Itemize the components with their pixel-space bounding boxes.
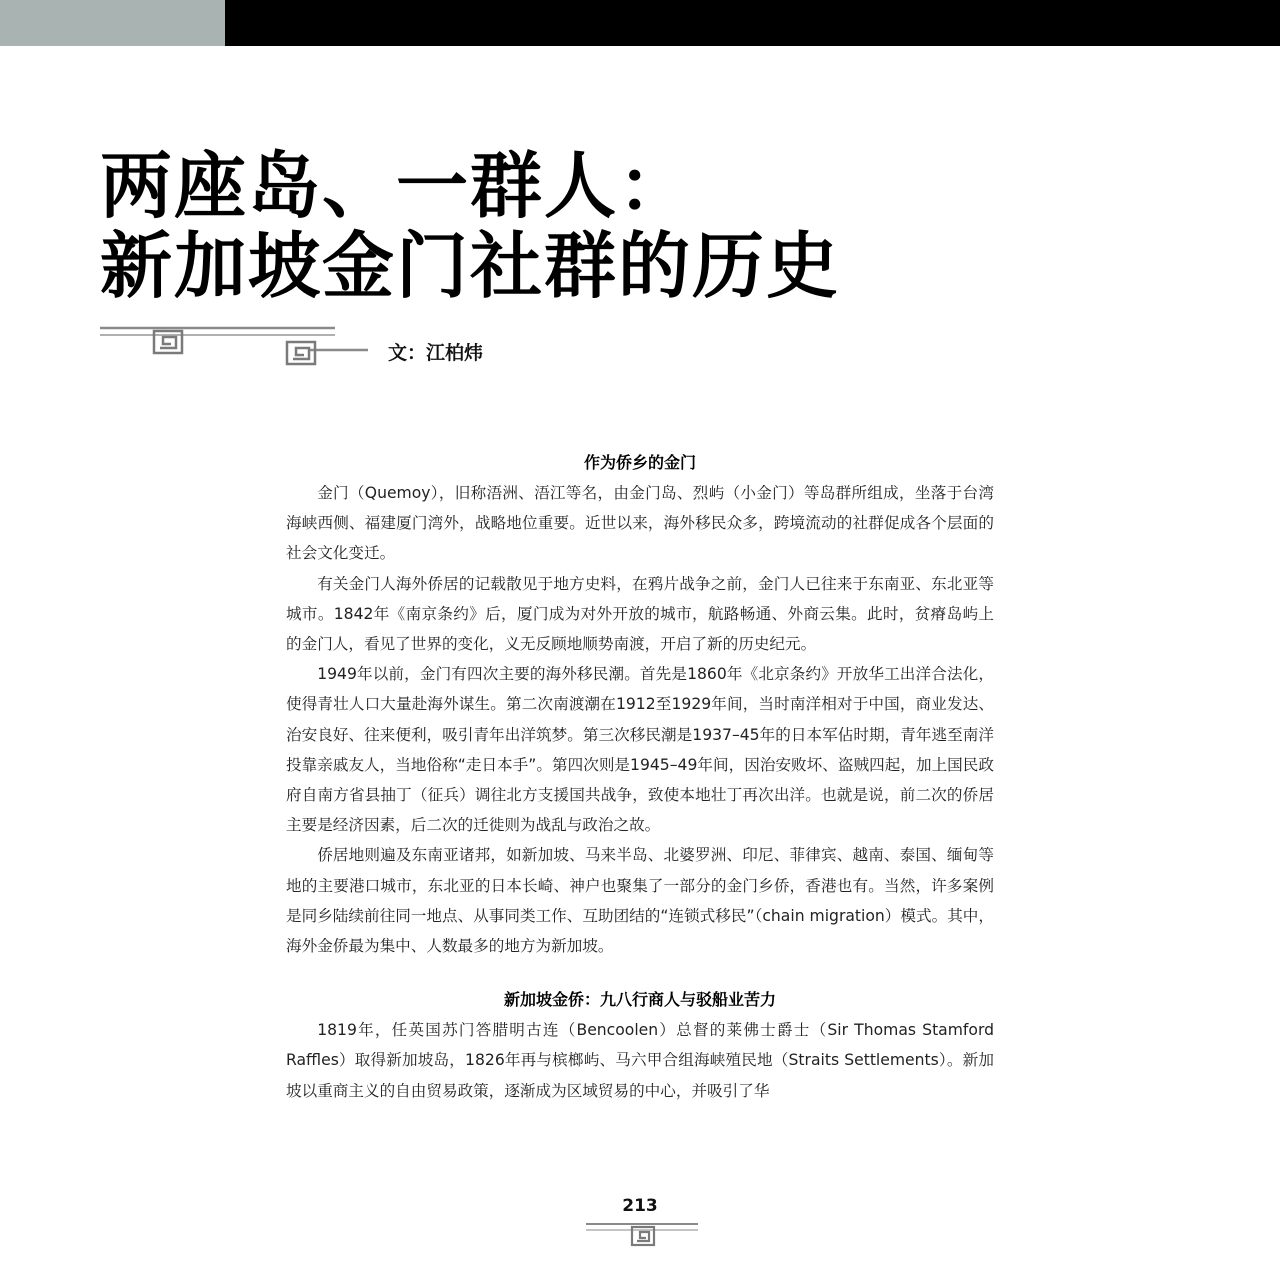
- top-bar-black: [225, 0, 1280, 46]
- fret-knot-2: [287, 342, 315, 364]
- page-number: 213: [622, 1196, 658, 1216]
- fret-ornament: [100, 322, 370, 368]
- title-line-2: 新加坡金门社群的历史: [100, 224, 841, 308]
- paragraph: 1819年，任英国苏门答腊明古连（Bencoolen）总督的莱佛士爵士（Sir Thomas Stamford Raffles）取得新加坡岛，1826年再与槟榔屿、马六甲合组海峡殖民地（Straits Settlements）。新加坡以重商主义的自由贸易政策，逐渐成为区域贸易的中心，并吸引了华: [286, 1021, 994, 1100]
- paragraph: 1949年以前，金门有四次主要的海外移民潮。首先是1860年《北京条约》开放华工出洋合法化，使得青壮人口大量赴海外谋生。第二次南渡潮在1912至1929年间，当时南洋相对于中国，商业发达、治安良好、往来便利，吸引青年出洋筑梦。第三次移民潮是1937–45年的日本军佔时期，青年逃至南洋投靠亲戚友人，当地俗称“走日本手”。第四次则是1945–49年间，因治安败坏、盗贼四起，加上国民政府自南方省县抽丁（征兵）调往北方支援国共战争，致使本地壮丁再次出洋。也就是说，前二次的侨居主要是经济因素，后二次的迁徙则为战乱与政治之故。: [286, 665, 994, 835]
- paragraph: 侨居地则遍及东南亚诸邦，如新加坡、马来半岛、北婆罗洲、印尼、菲律宾、越南、泰国、缅甸等地的主要港口城市，东北亚的日本长崎、神户也聚集了一部分的金门乡侨，香港也有。当然，许多案例是同乡陆续前往同一地点、从事同类工作、互助团结的“连锁式移民”（chain migration）模式。其中，海外金侨最为集中、人数最多的地方为新加坡。: [286, 846, 994, 956]
- byline: 文：江柏炜: [388, 342, 484, 364]
- section-heading-1: 作为侨乡的金门: [583, 453, 696, 472]
- article-title: [100, 146, 840, 306]
- footer-fret-ornament: [586, 1218, 698, 1248]
- paragraph: 金门（Quemoy），旧称浯洲、浯江等名，由金门岛、烈屿（小金门）等岛群所组成，坐落于台湾海峡西侧、福建厦门湾外，战略地位重要。近世以来，海外移民众多，跨境流动的社群促成各个层面的社会文化变迁。: [286, 484, 994, 563]
- section-heading-2: 新加坡金侨：九八行商人与驳船业苦力: [503, 990, 776, 1010]
- top-bar-gray: [0, 0, 225, 46]
- article-body: [286, 448, 994, 1106]
- title-line-1: 两座岛、一群人：: [100, 144, 693, 228]
- paragraph: 有关金门人海外侨居的记载散见于地方史料，在鸦片战争之前，金门人已往来于东南亚、东北亚等城市。1842年《南京条约》后，厦门成为对外开放的城市，航路畅通、外商云集。此时，贫瘠岛屿上的金门人，看见了世界的变化，义无反顾地顺势南渡，开启了新的历史纪元。: [286, 574, 994, 654]
